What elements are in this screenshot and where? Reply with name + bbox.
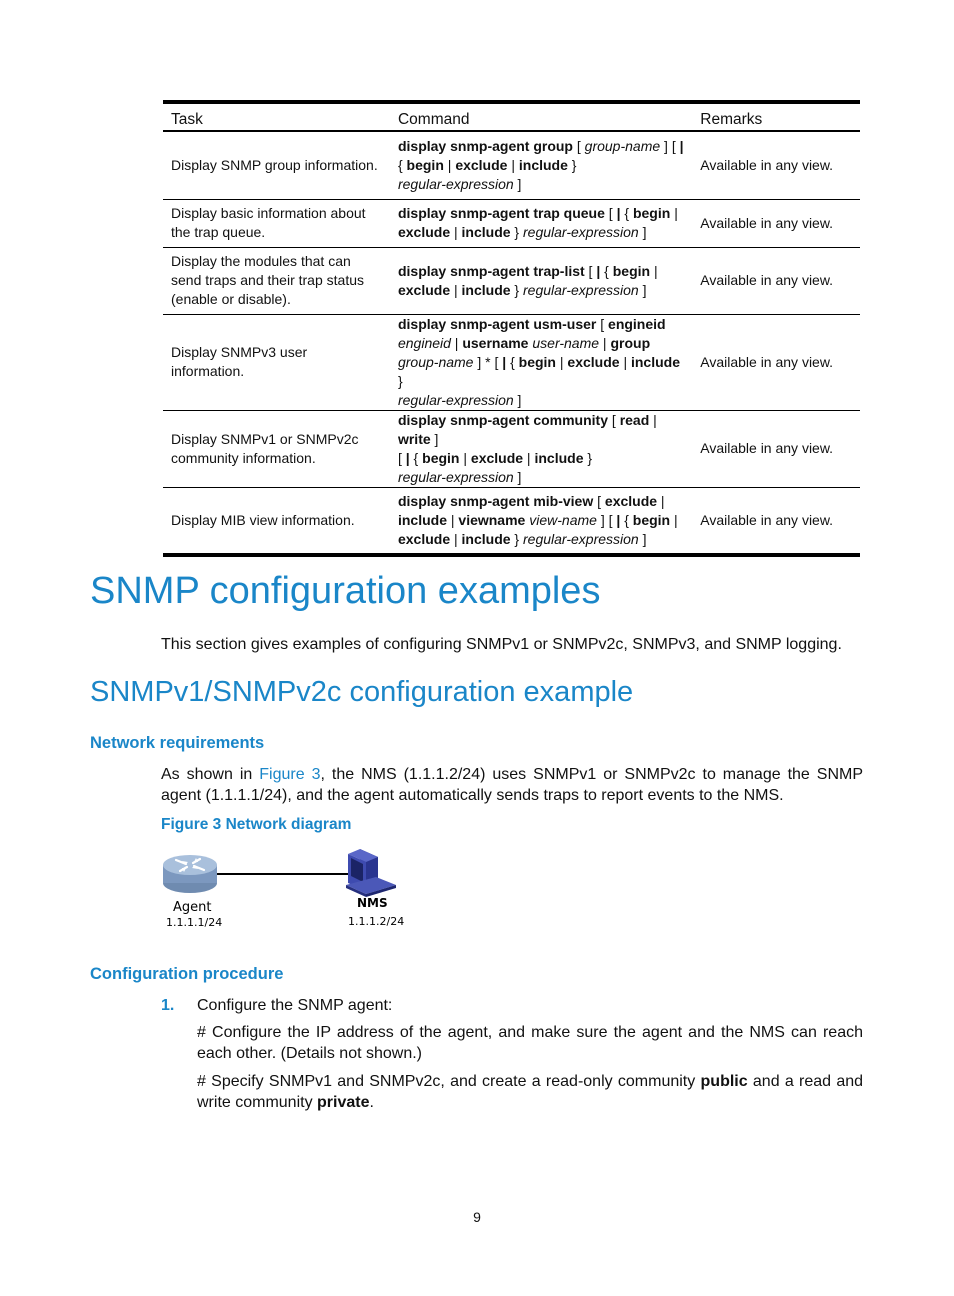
command-syntax: | [459, 449, 471, 466]
command-syntax: } [510, 281, 524, 298]
command-line [398, 223, 684, 242]
command-syntax: { [397, 156, 407, 173]
table-row [163, 314, 860, 410]
command-argument: regular-expression [523, 224, 639, 240]
command-line [398, 353, 684, 391]
network-requirements-heading: Network requirements [90, 734, 265, 752]
command-line [398, 411, 684, 449]
command-argument: group-name [397, 353, 474, 370]
command-syntax: | [649, 411, 657, 428]
requirements-text-start: As shown in [161, 766, 260, 783]
command-syntax: | [450, 530, 462, 547]
remark-cell: Available in any view. [700, 214, 834, 231]
command-syntax: } [583, 449, 593, 466]
remark-cell: Available in any view. [700, 156, 834, 173]
command-keyword: include [518, 156, 568, 173]
remark-cell: Available in any view. [700, 353, 834, 370]
command-keyword: exclude [397, 224, 451, 240]
table-row [163, 199, 860, 247]
remark-cell: Available in any view. [700, 272, 834, 288]
command-keyword: | [616, 205, 621, 221]
agent-label: Agent [173, 900, 212, 915]
command-syntax: ] [638, 281, 647, 298]
remark-cell: Available in any view. [700, 511, 834, 528]
command-keyword: write [397, 430, 431, 447]
computer-icon [346, 849, 396, 897]
command-syntax: | [657, 492, 665, 509]
command-syntax: { [620, 205, 633, 221]
command-syntax: [ [604, 205, 617, 221]
command-syntax: { [620, 511, 633, 528]
command-argument: group-name [584, 137, 661, 154]
command-keyword: begin [632, 511, 671, 528]
command-syntax: [ [572, 137, 585, 154]
section-title: SNMP configuration examples [90, 570, 601, 612]
command-line [398, 511, 684, 530]
command-argument: regular-expression [523, 530, 639, 547]
subsection-title: SNMPv1/SNMPv2c configuration example [90, 676, 634, 708]
command-syntax: ] [ [596, 511, 617, 528]
command-syntax: [ [397, 449, 406, 466]
para2-text-e: . [369, 1094, 374, 1111]
command-syntax: | [450, 281, 462, 298]
command-keyword: group [610, 334, 651, 351]
figure-3-link[interactable]: Figure 3 [259, 766, 321, 783]
command-keyword: display snmp-agent mib-view [397, 492, 594, 509]
command-syntax: | [446, 511, 459, 528]
command-keyword: include [397, 511, 447, 528]
procedure-paragraph-2 [197, 1071, 863, 1113]
command-syntax: | [443, 156, 456, 173]
step-text: Configure the SNMP agent: [197, 997, 393, 1014]
task-cell: Display the modules that can send traps and their trap status (enable or disable). [171, 253, 364, 307]
task-cell: Display basic information about the trap queue. [171, 205, 366, 240]
figure-caption: Figure 3 Network diagram [161, 816, 352, 833]
command-keyword: exclude [455, 156, 508, 173]
command-keyword: exclude [397, 281, 451, 298]
header-task: Task [171, 111, 203, 128]
requirements-text-end: , the NMS (1.1.1.2/24) uses SNMPv1 or SNMPv2c to manage the SNMP agent (1.1.1.1/24), and the agent automatically sends traps to report events to the NMS. [161, 766, 864, 804]
step-number: 1. [161, 997, 175, 1014]
command-line [398, 315, 684, 334]
para2-text-c: and a read and write community [197, 1073, 864, 1111]
header-command: Command [397, 111, 470, 128]
command-keyword: | [616, 511, 621, 528]
command-syntax: ] [513, 391, 522, 408]
command-argument: regular-expression [397, 175, 514, 192]
command-keyword: begin [406, 156, 444, 173]
command-syntax: { [409, 449, 423, 466]
command-argument: view-name [529, 511, 597, 528]
command-syntax: [ [608, 411, 620, 428]
command-syntax: | [599, 334, 611, 351]
table-header-row [163, 102, 860, 131]
command-argument: user-name [532, 334, 600, 351]
command-syntax: } [397, 372, 403, 389]
command-syntax: | [670, 205, 678, 221]
task-cell: Display SNMPv3 user information. [171, 344, 308, 379]
command-syntax: } [567, 156, 577, 173]
command-cell [390, 247, 692, 314]
command-keyword: begin [632, 205, 671, 221]
command-keyword: | [679, 137, 684, 154]
network-diagram [160, 845, 420, 935]
command-argument: regular-expression [397, 391, 514, 408]
header-remarks: Remarks [700, 111, 763, 128]
command-syntax: ] [638, 224, 647, 240]
command-keyword: | [502, 353, 507, 370]
command-argument: regular-expression [397, 468, 514, 485]
command-syntax: [ [593, 492, 605, 509]
configuration-procedure-heading: Configuration procedure [90, 965, 284, 983]
command-syntax: { [600, 262, 613, 279]
command-cell [390, 199, 692, 247]
para2-text-a: # Specify SNMPv1 and SNMPv2c, and create a read-only community [197, 1073, 701, 1090]
command-line [398, 530, 684, 549]
command-line [398, 281, 684, 300]
command-keyword: include [461, 530, 511, 547]
command-keyword: username [462, 334, 529, 351]
command-cell [390, 314, 692, 410]
command-line [398, 334, 684, 353]
community-private: private [317, 1094, 370, 1111]
command-line [398, 175, 684, 194]
table-row [163, 487, 860, 555]
command-syntax: ] [ [660, 137, 680, 154]
command-syntax: [ [584, 262, 597, 279]
command-keyword: display snmp-agent usm-user [397, 315, 597, 332]
command-syntax: | [507, 156, 519, 173]
command-syntax: | [619, 353, 631, 370]
command-keyword: viewname [458, 511, 526, 528]
command-keyword: exclude [604, 492, 658, 509]
command-cell [390, 131, 692, 199]
procedure-paragraph-1: # Configure the IP address of the agent, and make sure the agent and the NMS can reach each other. (Details not shown.) [197, 1024, 863, 1062]
command-line [398, 449, 684, 468]
command-line [398, 137, 684, 156]
command-keyword: display snmp-agent group [397, 137, 573, 154]
command-syntax: | [450, 224, 462, 240]
task-cell: Display SNMP group information. [171, 156, 378, 173]
nms-label: NMS [357, 896, 388, 910]
command-keyword: begin [422, 449, 460, 466]
section-intro: This section gives examples of configuring SNMPv1 or SNMPv2c, SNMPv3, and SNMP logging. [161, 636, 842, 653]
command-keyword: read [619, 411, 650, 428]
task-cell: Display MIB view information. [171, 511, 355, 528]
command-syntax: { [506, 353, 519, 370]
command-keyword: engineid [608, 315, 666, 332]
remark-cell: Available in any view. [700, 440, 834, 456]
command-keyword: include [534, 449, 584, 466]
task-cell: Display SNMPv1 or SNMPv2c community information. [171, 430, 359, 466]
command-cell [390, 487, 692, 555]
command-table [163, 100, 860, 557]
command-line [398, 492, 684, 511]
command-keyword: display snmp-agent trap-list [397, 262, 585, 279]
command-syntax: ] [513, 468, 522, 485]
command-syntax: | [556, 353, 568, 370]
command-syntax: } [510, 530, 524, 547]
command-keyword: include [630, 353, 680, 370]
agent-ip: 1.1.1.1/24 [166, 916, 223, 929]
command-keyword: include [461, 224, 511, 240]
network-requirements-text [161, 764, 863, 806]
command-line [398, 156, 684, 175]
page-number: 9 [473, 1209, 481, 1225]
command-line [398, 468, 684, 487]
command-syntax: } [510, 224, 524, 240]
command-keyword: display snmp-agent community [397, 411, 609, 428]
command-keyword: exclude [397, 530, 451, 547]
command-syntax: | [670, 511, 678, 528]
command-syntax: ] [638, 530, 647, 547]
table-row [163, 410, 860, 487]
nms-ip: 1.1.1.2/24 [348, 915, 405, 928]
command-keyword: begin [518, 353, 556, 370]
community-public: public [700, 1073, 748, 1090]
command-keyword: exclude [567, 353, 620, 370]
command-syntax: ] * [ [473, 353, 503, 370]
command-keyword: display snmp-agent trap queue [397, 205, 605, 221]
table-row [163, 131, 860, 199]
router-icon [163, 855, 217, 893]
command-keyword: | [405, 449, 410, 466]
command-syntax: ] [430, 430, 439, 447]
command-syntax: | [450, 334, 463, 351]
command-keyword: exclude [470, 449, 524, 466]
command-cell [390, 410, 692, 487]
command-argument: engineid [397, 334, 451, 351]
command-syntax: [ [596, 315, 609, 332]
command-keyword: | [596, 262, 601, 279]
command-line [398, 204, 684, 223]
command-keyword: begin [612, 262, 651, 279]
command-line [398, 262, 684, 281]
table-row [163, 247, 860, 314]
command-syntax: | [523, 449, 535, 466]
command-line [398, 391, 684, 410]
command-keyword: include [461, 281, 511, 298]
command-syntax: | [650, 262, 658, 279]
command-syntax: ] [513, 175, 522, 192]
command-argument: regular-expression [523, 281, 639, 298]
